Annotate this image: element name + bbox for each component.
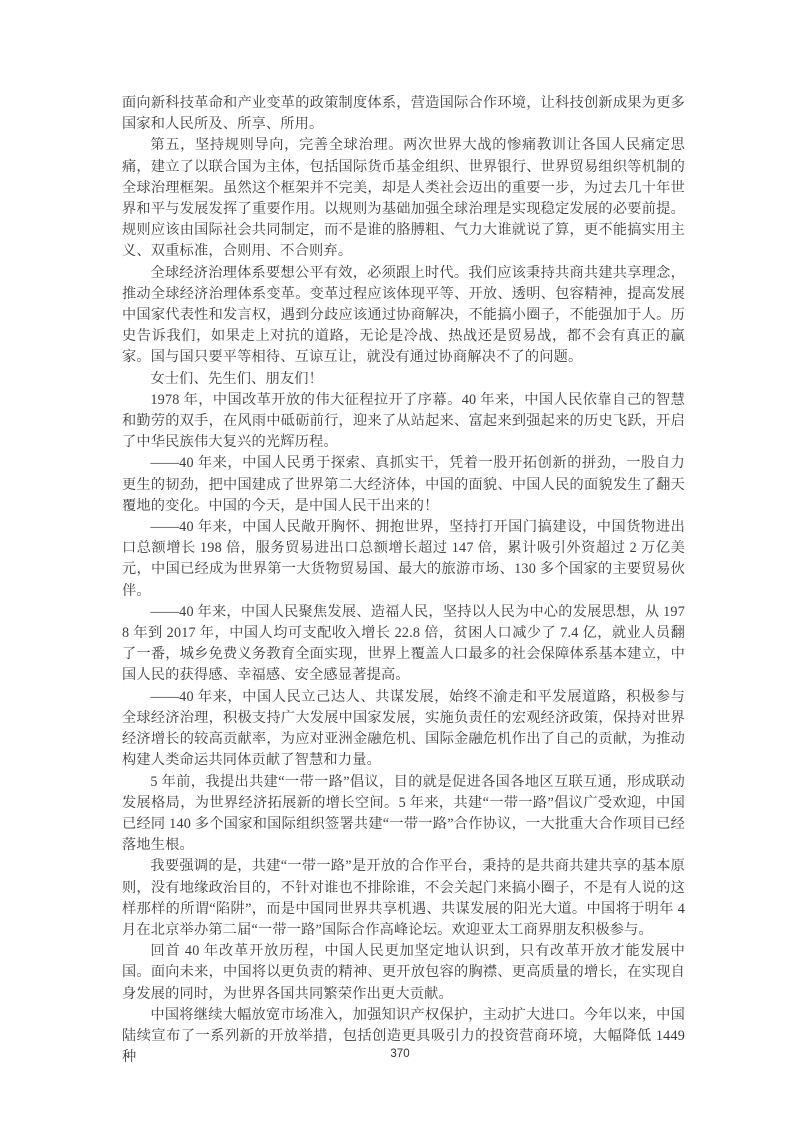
- paragraph: 面向新科技革命和产业变革的政策制度体系，营造国际合作环境，让科技创新成果为更多国家和人民所及、所享、所用。: [122, 95, 685, 133]
- paragraph: ——40 年来，中国人民聚焦发展、造福人民，坚持以人民为中心的发展思想，从 1978 年到 2017 年，中国人均可支配收入增长 22.8 倍，贫困人口减少了 7.4 亿，就业人员翻了一番，城乡免费义务教育全面实现，世界上覆盖人口最多的社会保障体系基本建立，中国人民的获得感、幸福感、安全感显著提高。: [122, 603, 685, 684]
- paragraph: 全球经济治理体系要想公平有效，必须跟上时代。我们应该秉持共商共建共享理念，推动全球经济治理体系变革。变革过程应该体现平等、开放、透明、包容精神，提高发展中国家代表性和发言权，遇到分歧应该通过协商解决，不能搞小圈子，不能强加于人。历史告诉我们，如果走上对抗的道路，无论是冷战、热战还是贸易战，都不会有真正的赢家。国与国只要平等相待、互谅互让，就没有通过协商解决不了的问题。: [122, 264, 685, 366]
- paragraph: 女士们、先生们、朋友们！: [150, 370, 324, 387]
- document-body: [122, 93, 685, 1068]
- page-number: 370: [390, 1048, 410, 1060]
- paragraph: ——40 年来，中国人民勇于探索、真抓实干，凭着一股开拓创新的拼劲，一股自力更生的韧劲，把中国建成了世界第二大经济体，中国的面貌、中国人民的面貌发生了翻天覆地的变化。中国的今天，是中国人民干出来的！: [122, 455, 685, 514]
- paragraph: ——40 年来，中国人民敞开胸怀、拥抱世界，坚持打开国门搞建设，中国货物进出口总额增长 198 倍，服务贸易进出口总额增长超过 147 倍，累计吸引外资超过 2 万亿美元，中国已经成为世界第一大货物贸易国、最大的旅游市场、130 多个国家的主要贸易伙伴。: [122, 519, 685, 599]
- paragraph: 1978 年，中国改革开放的伟大征程拉开了序幕。40 年来，中国人民依靠自己的智慧和勤劳的双手，在风雨中砥砺前行，迎来了从站起来、富起来到强起来的历史飞跃，开启了中华民族伟大复兴的光辉历程。: [122, 391, 685, 451]
- paragraph: 第五，坚持规则导向，完善全球治理。两次世界大战的惨痛教训让各国人民痛定思痛，建立了以联合国为主体，包括国际货币基金组织、世界银行、世界贸易组织等机制的全球治理框架。虽然这个框架并不完美，却是人类社会迈出的重要一步，为过去几十年世界和平与发展发挥了重要作用。以规则为基础加强全球治理是实现稳定发展的必要前提。规则应该由国际社会共同制定，而不是谁的胳膊粗、气力大谁就说了算，更不能搞实用主义、双重标准，合则用、不合则弃。: [122, 137, 685, 260]
- paragraph: 回首 40 年改革开放历程，中国人民更加坚定地认识到，只有改革开放才能发展中国。面向未来，中国将以更负责的精神、更开放包容的胸襟、更高质量的增长，在实现自身发展的同时，为世界各国共同繁荣作出更大贡献。: [122, 943, 685, 1002]
- paragraph: 5 年前，我提出共建“一带一路”倡议，目的就是促进各国各地区互联互通，形成联动发展格局，为世界经济拓展新的增长空间。5 年来，共建“一带一路”倡议广受欢迎，中国已经同 140 多个国家和国际组织签署共建“一带一路”合作协议，一大批重大合作项目已经落地生根。: [122, 773, 685, 854]
- paragraph: 中国将继续大幅放宽市场准入，加强知识产权保护，主动扩大进口。今年以来，中国陆续宣布了一系列新的开放举措，包括创造更具吸引力的投资营商环境，大幅降低 1449 种: [122, 1006, 685, 1066]
- paragraph: ——40 年来，中国人民立己达人、共谋发展，始终不渝走和平发展道路，积极参与全球经济治理，积极支持广大发展中国家发展，实施负责任的宏观经济政策，保持对世界经济增长的较高贡献率，为应对亚洲金融危机、国际金融危机作出了自己的贡献，为推动构建人类命运共同体贡献了智慧和力量。: [122, 688, 685, 769]
- paragraph: 我要强调的是，共建“一带一路”是开放的合作平台，秉持的是共商共建共享的基本原则，没有地缘政治目的，不针对谁也不排除谁，不会关起门来搞小圈子，不是有人说的这样那样的所谓“陷阱”，而是中国同世界共享机遇、共谋发展的阳光大道。中国将于明年 4 月在北京举办第二届“一带一路”国际合作高峰论坛。欢迎亚太工商界朋友积极参与。: [122, 858, 685, 938]
